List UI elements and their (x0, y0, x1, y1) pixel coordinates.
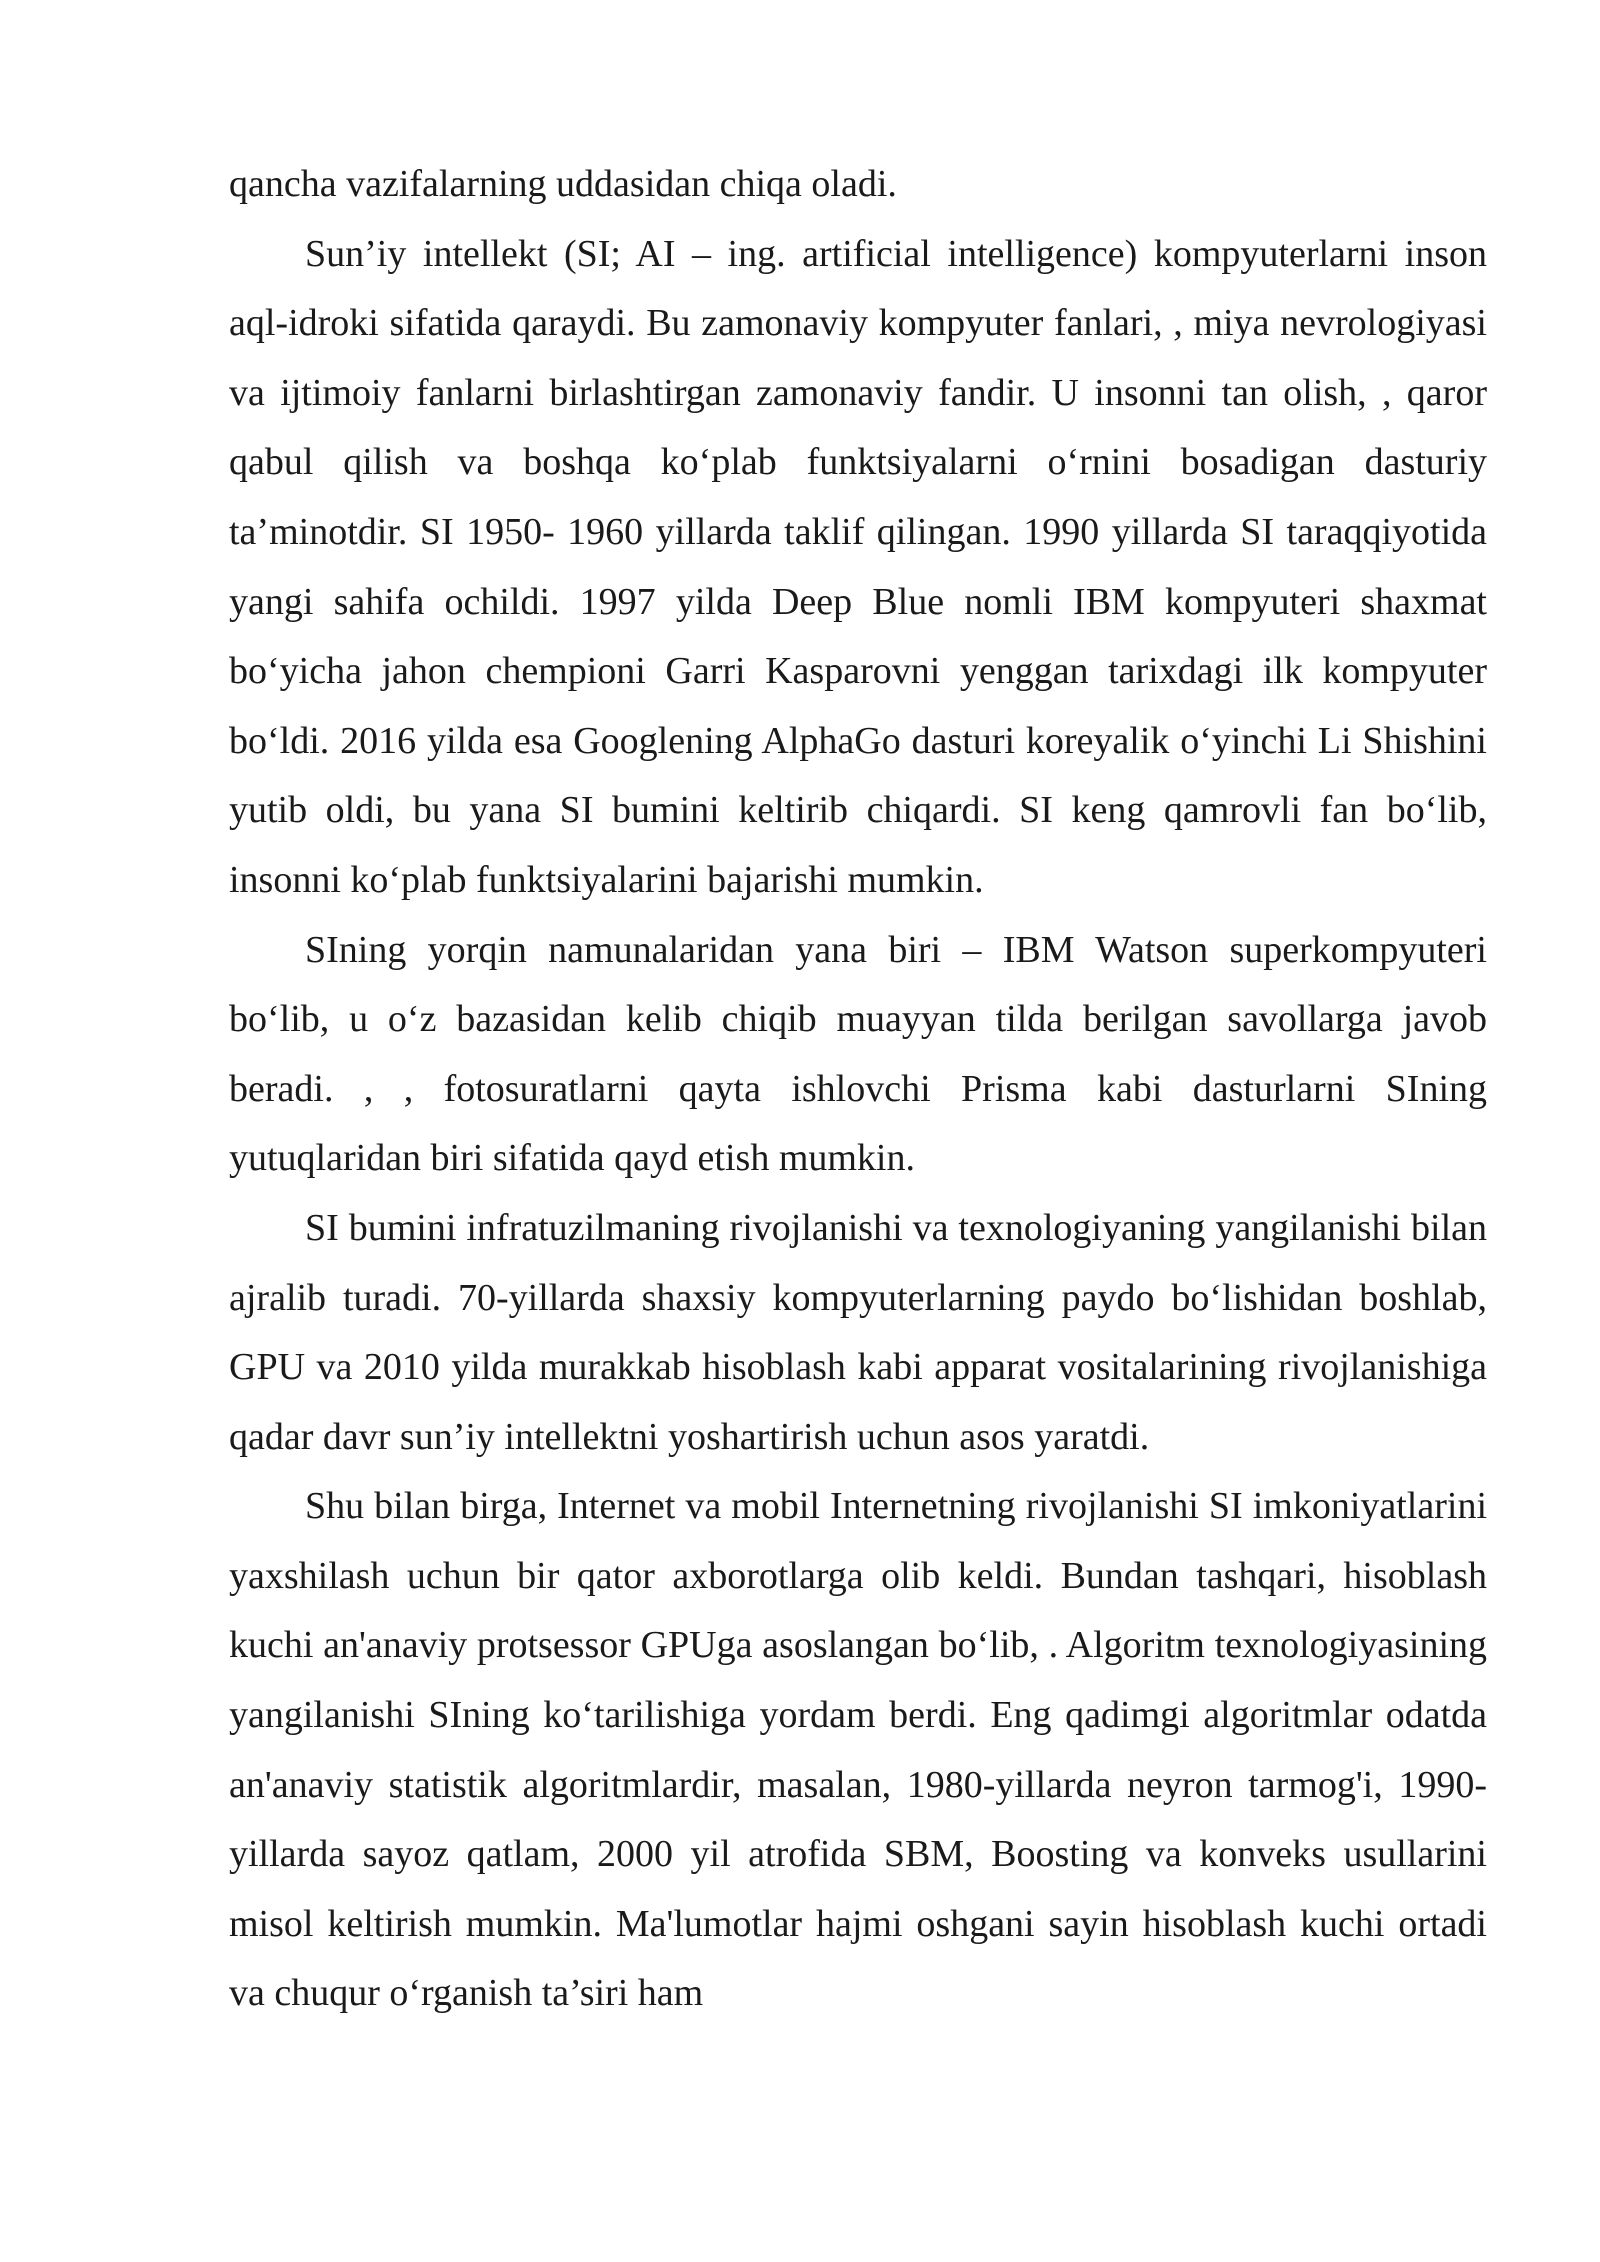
body-text (229, 150, 1487, 2029)
paragraph-continued: qancha vazifalarning uddasidan chiqa oladi. (229, 163, 897, 205)
paragraph-infrastructure: SI bumini infratuzilmaning rivojlanishi va texnologiyaning yangilanishi bilan ajralib turadi. 70-yillarda shaxsiy kompyuterlarning paydo bo‘lishidan boshlab, GPU va 2010 yilda murakkab hisoblash kabi apparat vositalarining rivojlanishiga qadar davr sun’iy intellektni yoshartirish uchun asos yaratdi. (229, 1206, 1487, 1458)
paragraph-ai-definition: Sun’iy intellekt (SI; AI – ing. artificial intelligence) kompyuterlarni inson aql-idroki sifatida qaraydi. Bu zamonaviy kompyuter fanlari, , miya nevrologiyasi va ijtimoiy fanlarni birlashtirgan zamonaviy fandir. U insonni tan olish, , qaror qabul qilish va boshqa ko‘plab funktsiyalarni o‘rnini bosadigan dasturiy ta’minotdir. SI 1950- 1960 yillarda taklif qilingan. 1990 yillarda SI taraqqiyotida yangi sahifa ochildi. 1997 yilda Deep Blue nomli IBM kompyuteri shaxmat bo‘yicha jahon chempioni Garri Kasparovni yenggan tarixdagi ilk kompyuter bo‘ldi. 2016 yilda esa Googlening AlphaGo dasturi koreyalik o‘yinchi Li Shishini yutib oldi, bu yana SI bumini keltirib chiqardi. SI keng qamrovli fan bo‘lib, insonni ko‘plab funktsiyalarini bajarishi mumkin. (229, 232, 1487, 901)
paragraph-ibm-watson: SIning yorqin namunalaridan yana biri – IBM Watson superkompyuteri bo‘lib, u o‘z bazasidan kelib chiqib muayyan tilda berilgan savollarga javob beradi. , , fotosuratlarni qayta ishlovchi Prisma kabi dasturlarni SIning yutuqlaridan biri sifatida qayd etish mumkin. (229, 928, 1487, 1180)
paragraph-internet-algorithms: Shu bilan birga, Internet va mobil Internetning rivojlanishi SI imkoniyatlarini yaxshilash uchun bir qator axborotlarga olib keldi. Bundan tashqari, hisoblash kuchi an'anaviy protsessor GPUga asoslangan bo‘lib, . Algoritm texnologiyasining yangilanishi SIning ko‘tarilishiga yordam berdi. Eng qadimgi algoritmlar odatda an'anaviy statistik algoritmlardir, masalan, 1980-yillarda neyron tarmog'i, 1990- yillarda sayoz qatlam, 2000 yil atrofida SBM, Boosting va konveks usullarini misol keltirish mumkin. Ma'lumotlar hajmi oshgani sayin hisoblash kuchi ortadi va chuqur o‘rganish ta’siri ham (229, 1485, 1487, 2015)
